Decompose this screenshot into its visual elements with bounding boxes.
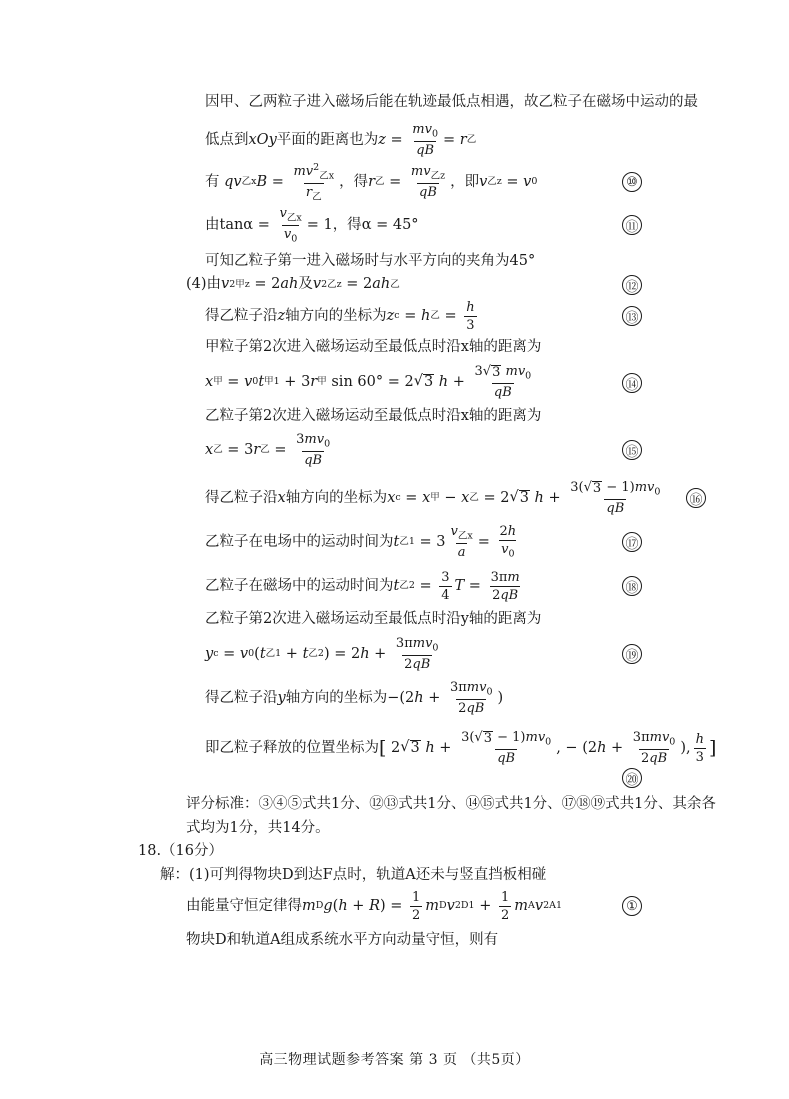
- text-line: 解：(1)可判得物块D到达F点时，轨道A还未与竖直挡板相碰: [160, 867, 547, 883]
- formula-line: 乙粒子在磁场中的运动时间为 t 乙2 = $\frac{3}{4}$ T = $\frac{3\pi m}{2qB}$: [205, 569, 520, 603]
- text-line: 物块D和轨道A组成系统水平方向动量守恒，则有: [186, 932, 499, 948]
- equation-number: ⑰: [622, 532, 642, 552]
- formula-line: (4)由 v 2 甲z = 2 ah 及 v 2 乙z = 2 ah 乙: [186, 276, 400, 292]
- equation-number: ①: [622, 896, 642, 916]
- formula-line: y c = v 0 ( t 乙1 + t 乙2 ) = 2 h + $\frac{3\pi mv_0}{2qB}$: [205, 636, 439, 672]
- equation-number: ⑫: [622, 275, 642, 295]
- formula-z: z = $\frac{mv_0}{qB}$ = r 乙: [378, 122, 477, 158]
- equation-number: ⑭: [622, 373, 642, 393]
- formula-line: x 甲 = v 0 t 甲1 + 3 r 甲 sin 60° = 2 √ 3 h + 3√ 3 $mv_0$ qB: [205, 364, 532, 400]
- equation-number: ⑳: [622, 768, 642, 788]
- equation-number: ⑪: [622, 215, 642, 235]
- question-header: 18.（16分）: [138, 843, 224, 859]
- formula-line: 得乙粒子沿 x 轴方向的坐标为 x c = x 甲 − x 乙 = 2 √ 3 h + 3(√ 3 − $1)mv_0$ qB: [205, 480, 661, 516]
- text-line: 乙粒子第2次进入磁场运动至最低点时沿y轴的距离为: [205, 611, 542, 627]
- equation-number: ⑱: [622, 576, 642, 596]
- formula-line: 低点到 xOy 平面的距离也为 z = $\frac{mv_0}{qB}$ = r 乙: [205, 122, 477, 158]
- equation-number: ⑮: [622, 440, 642, 460]
- equation-number: ⑬: [622, 306, 642, 326]
- page-footer: 高三物理试题参考答案 第 3 页 （共5页）: [259, 1052, 530, 1068]
- scoring-criteria: 评分标准：③④⑤式共1分、⑫⑬式共1分、⑭⑮式共1分、⑰⑱⑲式共1分、其余各: [186, 796, 716, 812]
- formula-line: x 乙 = 3 r 乙 = $\frac{3mv_0}{qB}$: [205, 432, 331, 468]
- text-line: 因甲、乙两粒子进入磁场后能在轨迹最低点相遇，故乙粒子在磁场中运动的最: [205, 94, 698, 110]
- equation-number: ⑩: [622, 172, 642, 192]
- scoring-criteria: 式均为1分，共14分。: [186, 820, 330, 836]
- text-line: 乙粒子第2次进入磁场运动至最低点时沿x轴的距离为: [205, 408, 542, 424]
- formula-line: 由能量守恒定律得 m D g ( h + R ) = $\frac{1}{2}$ m D v 2 D1 + $\frac{1}{2}$ m A v 2 A1: [186, 889, 563, 923]
- text-line: 可知乙粒子第一进入磁场时与水平方向的夹角为45°: [205, 253, 536, 269]
- formula-line: 乙粒子在电场中的运动时间为 t 乙1 = 3 $\frac{v_{乙x}}{a}$ = $\frac{2h}{v_0}$: [205, 524, 517, 560]
- text-line: 甲粒子第2次进入磁场运动至最低点时沿x轴的距离为: [205, 339, 542, 355]
- formula-line: 有 qv 乙x B = $\frac{mv^2_{乙x}}{r_乙}$ ，得 r 乙 = $\frac{mv_{乙z}}{qB}$ ，即 v 乙z = v 0: [205, 161, 538, 202]
- equation-number: ⑲: [622, 644, 642, 664]
- formula-line: 得乙粒子沿 z 轴方向的坐标为 z c = h 乙 = $\frac{h}{3}$: [205, 299, 475, 333]
- formula-line: 由 tanα = $\frac{v_{乙x}}{v_0}$ = 1 ，得 α = 45°: [205, 205, 419, 244]
- equation-number: ⑯: [686, 488, 706, 508]
- formula-line: 即乙粒子释放的位置坐标为 [ 2 √ 3 h + 3(√ 3 − $1)mv_0$ qB , − (2 h + $\frac{3\pi mv_0}{2qB}$ ), $\frac{h}{3}$ ]: [205, 730, 717, 766]
- formula-line: 得乙粒子沿 y 轴方向的坐标为 −(2 h + $\frac{3\pi mv_0}{2qB}$ ): [205, 680, 504, 716]
